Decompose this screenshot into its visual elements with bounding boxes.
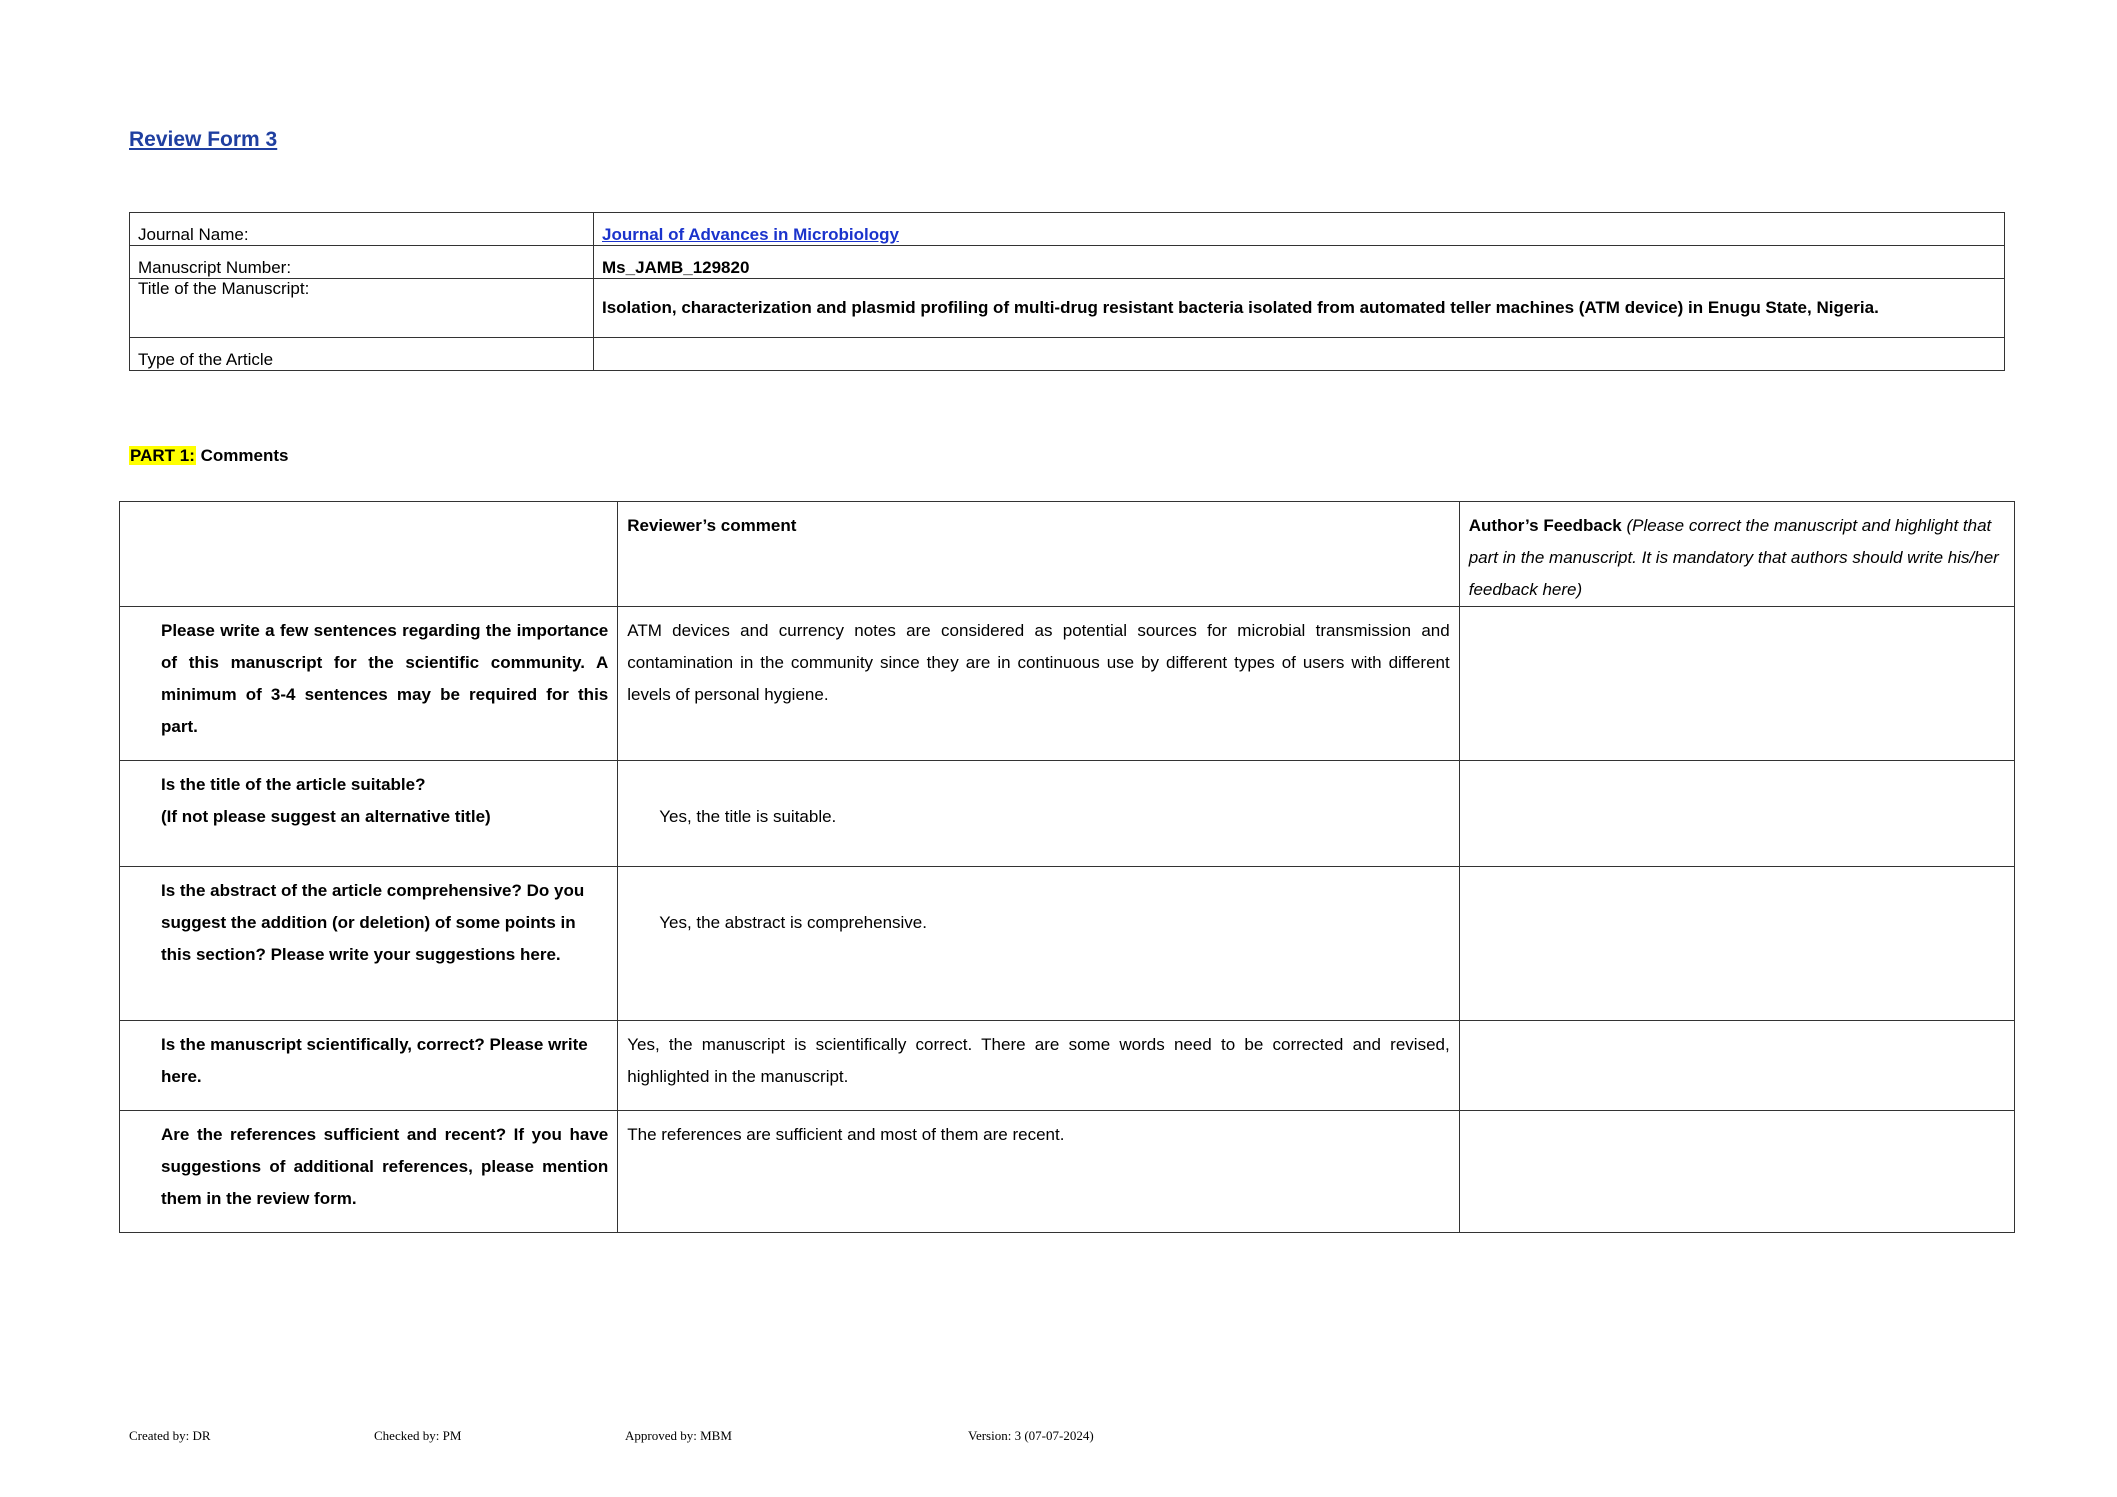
author-feedback[interactable] bbox=[1459, 761, 2014, 867]
footer-approved: Approved by: MBM bbox=[625, 1428, 732, 1443]
author-feedback[interactable] bbox=[1459, 1111, 2014, 1233]
manuscript-number-label: Manuscript Number: bbox=[130, 246, 594, 279]
part-label: PART 1: bbox=[130, 446, 195, 465]
question: Is the abstract of the article comprehensive? Do you suggest the addition (or deletion) of some points in this section? Please write your suggestions here. bbox=[120, 867, 618, 1021]
footer-version: Version: 3 (07-07-2024) bbox=[968, 1428, 1094, 1443]
author-feedback[interactable] bbox=[1459, 867, 2014, 1021]
table-row bbox=[120, 867, 2015, 1021]
reviewer-comment: The references are sufficient and most of them are recent. bbox=[618, 1111, 1459, 1233]
author-feedback[interactable] bbox=[1459, 1021, 2014, 1111]
reviewer-comment: ATM devices and currency notes are considered as potential sources for microbial transmission and contamination in the community since they are in continuous use by different types of users with different levels of personal hygiene. bbox=[618, 607, 1459, 761]
question-note: (If not please suggest an alternative title) bbox=[161, 807, 491, 826]
footer-checked: Checked by: PM bbox=[374, 1428, 462, 1443]
article-type-value bbox=[594, 338, 2005, 371]
author-feedback-note: (Please correct the manuscript and highlight that part in the manuscript. It is mandatory that authors should write his/her feedback here) bbox=[1468, 516, 1999, 599]
form-title: Review Form 3 bbox=[129, 128, 278, 151]
comments-table bbox=[119, 501, 2015, 1233]
table-row bbox=[120, 761, 2015, 867]
question: Is the manuscript scientifically, correct? Please write here. bbox=[120, 1021, 618, 1111]
journal-label: Journal Name: bbox=[130, 213, 594, 246]
footer-created: Created by: DR bbox=[129, 1428, 211, 1443]
manuscript-title-label: Title of the Manuscript: bbox=[130, 279, 594, 338]
reviewer-comment: Yes, the manuscript is scientifically correct. There are some words need to be corrected and revised, highlighted in the manuscript. bbox=[618, 1021, 1459, 1111]
question: Please write a few sentences regarding the importance of this manuscript for the scientific community. A minimum of 3-4 sentences may be required for this part. bbox=[120, 607, 618, 761]
question: Is the title of the article suitable? bbox=[161, 775, 426, 794]
manuscript-title-value: Isolation, characterization and plasmid profiling of multi-drug resistant bacteria isolated from automated teller machines (ATM device) in Enugu State, Nigeria. bbox=[594, 279, 2005, 338]
reviewer-comment: Yes, the abstract is comprehensive. bbox=[618, 867, 1459, 1021]
reviewer-comment-header: Reviewer’s comment bbox=[618, 502, 1459, 607]
table-row bbox=[120, 1111, 2015, 1233]
manuscript-info-table bbox=[129, 212, 2005, 371]
journal-link[interactable]: Journal of Advances in Microbiology bbox=[602, 225, 899, 244]
author-feedback-header: Author’s Feedback bbox=[1468, 516, 1622, 535]
part-heading bbox=[129, 440, 288, 472]
table-header-row bbox=[120, 502, 2015, 607]
article-type-label: Type of the Article bbox=[130, 338, 594, 371]
table-row bbox=[120, 1021, 2015, 1111]
part-title: Comments bbox=[200, 446, 289, 465]
table-row bbox=[120, 607, 2015, 761]
reviewer-comment: Yes, the title is suitable. bbox=[618, 761, 1459, 867]
manuscript-number-value: Ms_JAMB_129820 bbox=[594, 246, 2005, 279]
author-feedback[interactable] bbox=[1459, 607, 2014, 761]
question: Are the references sufficient and recent? If you have suggestions of additional references, please mention them in the review form. bbox=[120, 1111, 618, 1233]
